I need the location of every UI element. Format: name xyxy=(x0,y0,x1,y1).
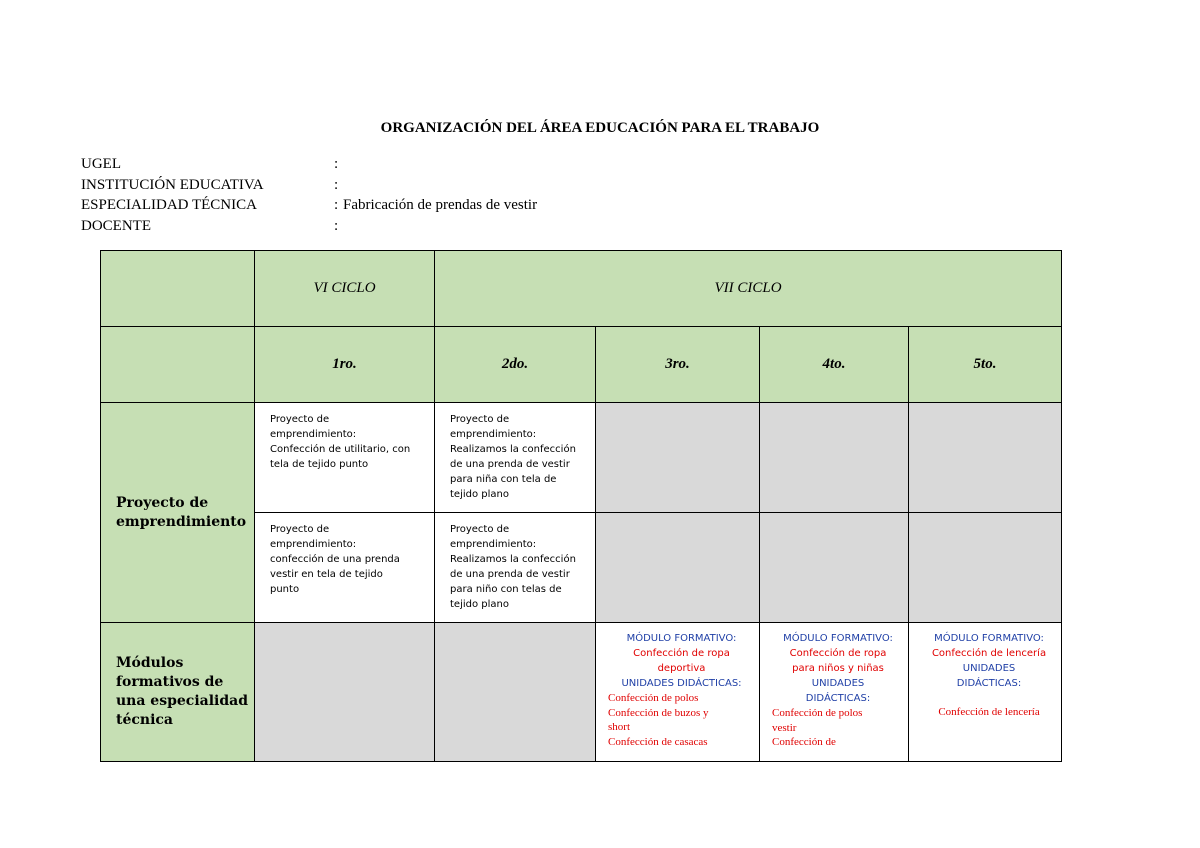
cell-line: punto xyxy=(270,584,300,595)
units-heading: UNIDADES xyxy=(811,678,865,689)
meta-separator: : xyxy=(334,197,339,213)
cell-line: emprendimiento: xyxy=(450,429,537,440)
module-heading: MÓDULO FORMATIVO: xyxy=(934,633,1044,644)
cell-line: Realizamos la confección xyxy=(450,444,576,455)
modulos-row-label: Módulos formativos de una especialidad técnica xyxy=(101,623,255,762)
cell-line: de una prenda de vestir xyxy=(450,569,570,580)
modulo-cell-3ro xyxy=(596,623,760,762)
empty-cell xyxy=(596,403,760,513)
cell-line: Realizamos la confección xyxy=(450,554,576,565)
cell-line: Proyecto de xyxy=(270,524,330,535)
units-heading: UNIDADES xyxy=(962,663,1016,674)
module-name-line: Confección de ropa xyxy=(633,648,730,659)
proyecto-row-label: Proyecto de emprendimiento xyxy=(101,403,255,623)
cell-line: Confección de utilitario, con xyxy=(270,444,411,455)
proyecto-cell-2do-a xyxy=(435,403,596,513)
grade-header-row xyxy=(101,327,1062,403)
unit-line: Confección de polos xyxy=(772,707,863,719)
module-heading: MÓDULO FORMATIVO: xyxy=(783,633,893,644)
cell-line: tejido plano xyxy=(450,599,509,610)
cell-line: Proyecto de xyxy=(270,414,330,425)
meta-value: Fabricación de prendas de vestir xyxy=(343,197,538,213)
meta-label: INSTITUCIÓN EDUCATIVA xyxy=(81,176,264,193)
proyecto-cell-1ro-a xyxy=(255,403,435,513)
spacer xyxy=(921,691,1057,705)
module-name-line: Confección de ropa xyxy=(789,648,887,659)
cell-line: para niña con tela de xyxy=(450,474,557,485)
cycle-vi-header: VI CICLO xyxy=(255,251,435,327)
unit-line: vestir xyxy=(772,721,797,734)
grade-5-header: 5to. xyxy=(909,327,1062,403)
meta-label: ESPECIALIDAD TÉCNICA xyxy=(81,197,257,213)
meta-separator: : xyxy=(334,217,339,234)
proyecto-cell-1ro-b xyxy=(255,513,435,623)
grade-1-header: 1ro. xyxy=(255,327,435,403)
proyecto-cell-2do-b xyxy=(435,513,596,623)
units-heading: UNIDADES DIDÁCTICAS: xyxy=(621,678,742,689)
grade-2-header: 2do. xyxy=(435,327,596,403)
meta-label: DOCENTE xyxy=(81,217,151,234)
unit-line: Confección de buzos y xyxy=(608,706,709,719)
cell-line: Proyecto de xyxy=(450,414,510,425)
cell-line: emprendimiento: xyxy=(270,429,357,440)
empty-cell xyxy=(909,403,1062,513)
grade-3-header: 3ro. xyxy=(596,327,760,403)
units-heading: DIDÁCTICAS: xyxy=(956,678,1022,689)
empty-cell xyxy=(435,623,596,762)
organization-table xyxy=(100,250,1062,762)
document-title: ORGANIZACIÓN DEL ÁREA EDUCACIÓN PARA EL TRABAJO xyxy=(380,120,820,136)
proyecto-row-1 xyxy=(101,403,1062,513)
cell-line: tela de tejido punto xyxy=(270,459,369,470)
cell-line: vestir en tela de tejido xyxy=(270,569,383,580)
cell-line: Proyecto de xyxy=(450,524,510,535)
unit-line: Confección de lencería xyxy=(938,706,1040,718)
meta-separator: : xyxy=(334,156,339,172)
corner-cell xyxy=(101,251,255,327)
cycle-vii-header: VII CICLO xyxy=(435,251,1062,327)
empty-cell xyxy=(760,513,909,623)
cell-line: tejido plano xyxy=(450,489,509,500)
module-name-line: para niños y niñas xyxy=(792,663,884,674)
empty-cell xyxy=(909,513,1062,623)
modulos-row xyxy=(101,623,1062,762)
cycle-header-row xyxy=(101,251,1062,327)
unit-line: Confección de casacas xyxy=(608,735,708,748)
empty-cell xyxy=(760,403,909,513)
unit-line: short xyxy=(608,721,630,733)
empty-cell xyxy=(596,513,760,623)
units-heading: DIDÁCTICAS: xyxy=(805,693,871,704)
corner-cell xyxy=(101,327,255,403)
cell-line: para niño con telas de xyxy=(450,584,562,595)
cell-line: emprendimiento: xyxy=(450,539,537,550)
unit-line: Confección de xyxy=(772,736,836,748)
grade-4-header: 4to. xyxy=(760,327,909,403)
module-heading: MÓDULO FORMATIVO: xyxy=(626,633,737,644)
cell-line: confección de una prenda xyxy=(270,554,400,565)
unit-line: Confección de polos xyxy=(608,692,699,704)
modulo-cell-4to xyxy=(760,623,909,762)
empty-cell xyxy=(255,623,435,762)
cell-line: de una prenda de vestir xyxy=(450,459,570,470)
module-name-line: deportiva xyxy=(657,663,706,674)
modulo-cell-5to xyxy=(909,623,1062,762)
meta-separator: : xyxy=(334,176,339,193)
module-name-line: Confección de lencería xyxy=(931,648,1047,659)
meta-label: UGEL xyxy=(81,156,121,172)
cell-line: emprendimiento: xyxy=(270,539,357,550)
